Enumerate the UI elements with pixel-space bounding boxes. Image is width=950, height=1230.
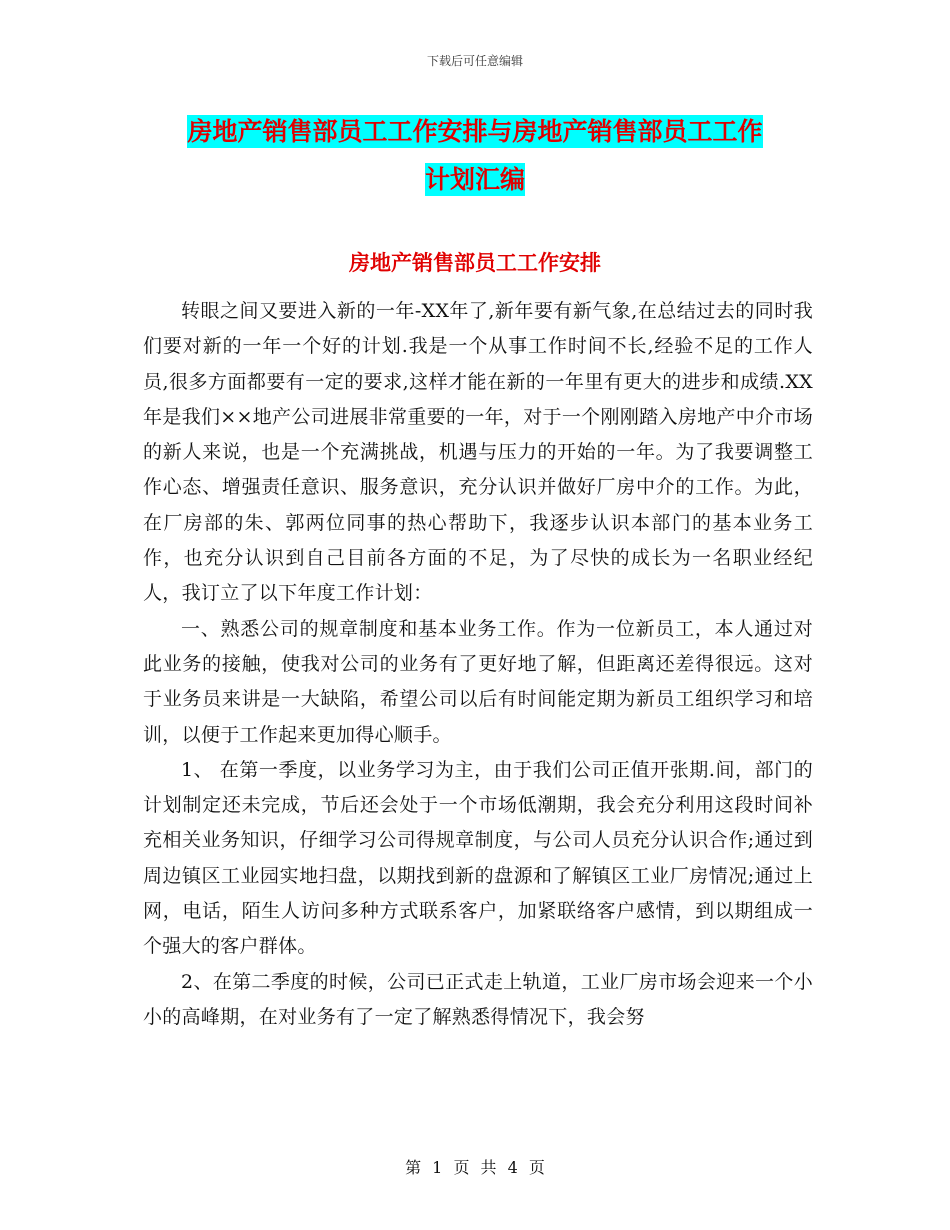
document-title (0, 108, 950, 204)
paragraph-section-1: 一、熟悉公司的规章制度和基本业务工作。作为一位新员工，本人通过对此业务的接触，使我对公司的业务有了更好地了解，但距离还差得很远。这对于业务员来讲是一大缺陷，希望公司以后有时间能定期为新员工组织学习和培训，以便于工作起来更加得心顺手。 (143, 617, 813, 746)
page-header-note: 下载后可任意编辑 (426, 54, 523, 68)
title-line-2: 计划汇编 (424, 165, 525, 194)
title-line-1: 房地产销售部员工工作安排与房地产销售部员工工作 (187, 117, 763, 146)
section-subtitle: 房地产销售部员工工作安排 (349, 251, 601, 275)
document-body (143, 294, 813, 1035)
paragraph-item-2: 2、在第二季度的时候，公司已正式走上轨道，工业厂房市场会迎来一个小小的高峰期，在对业务有了一定了解熟悉得情况下，我会努 (143, 970, 813, 1028)
paragraph-item-1: 1、 在第一季度，以业务学习为主，由于我们公司正值开张期.间，部门的计划制定还未完成，节后还会处于一个市场低潮期，我会充分利用这段时间补充相关业务知识，仔细学习公司得规章制度，与公司人员充分认识合作;通过到周边镇区工业园实地扫盘，以期找到新的盘源和了解镇区工业厂房情况;通过上网，电话，陌生人访问多种方式联系客户，加紧联络客户感情，到以期组成一个强大的客户群体。 (143, 758, 813, 958)
page-footer-number: 第 1 页 共 4 页 (405, 1158, 545, 1177)
paragraph-intro: 转眼之间又要进入新的一年-XX年了,新年要有新气象,在总结过去的同时我们要对新的一年一个好的计划.我是一个从事工作时间不长,经验不足的工作人员,很多方面都要有一定的要求,这样才能在新的一年里有更大的进步和成绩.XX年是我们××地产公司进展非常重要的一年，对于一个刚刚踏入房地产中介市场的新人来说，也是一个充满挑战，机遇与压力的开始的一年。为了我要调整工作心态、增强责任意识、服务意识，充分认识并做好厂房中介的工作。为此，在厂房部的朱、郭两位同事的热心帮助下，我逐步认识本部门的基本业务工作，也充分认识到自己目前各方面的不足，为了尽快的成长为一名职业经纪人，我订立了以下年度工作计划： (143, 300, 813, 605)
